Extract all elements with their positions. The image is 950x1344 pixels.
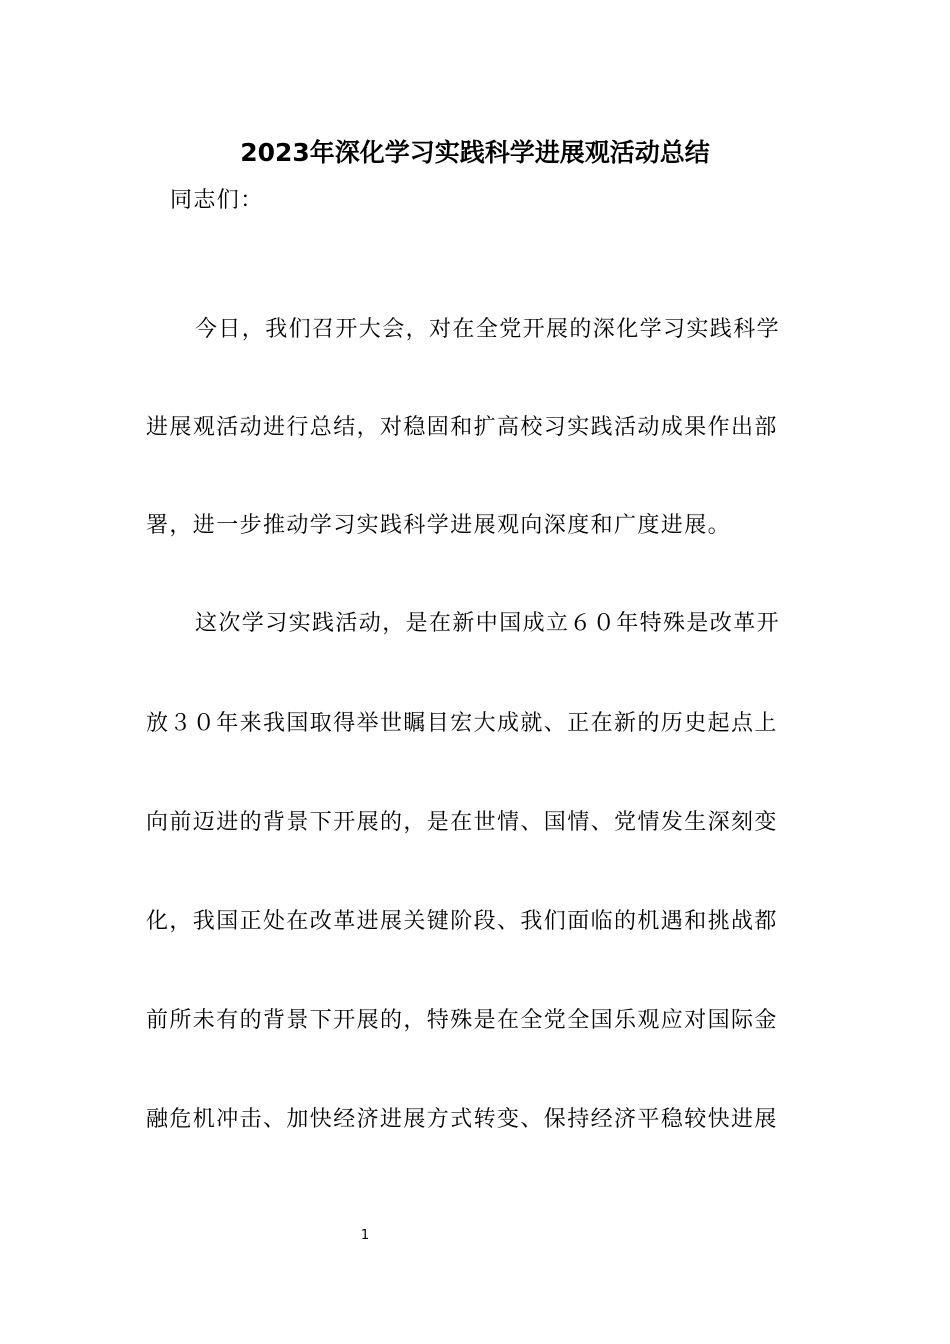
paragraph-line: 化，我国正处在改革进展关键阶段、我们面临的机遇和挑战都 — [146, 909, 778, 934]
paragraph-line: 前所未有的背景下开展的，特殊是在全党全国乐观应对国际金 — [146, 1008, 778, 1033]
paragraph-line: 融危机冲击、加快经济进展方式转变、保持经济平稳较快进展 — [146, 1107, 778, 1132]
salutation: 同志们： — [170, 188, 264, 213]
page-number: 1 — [360, 1228, 370, 1243]
paragraph-line: 署，进一步推动学习实践科学进展观向深度和广度进展。 — [146, 513, 732, 538]
paragraph-line: 今日，我们召开大会，对在全党开展的深化学习实践科学 — [195, 317, 781, 342]
paragraph-line: 放３０年来我国取得举世瞩目宏大成就、正在新的历史起点上 — [146, 711, 778, 736]
paragraph-line: 向前迈进的背景下开展的，是在世情、国情、党情发生深刻变 — [146, 810, 778, 835]
paragraph-line: 进展观活动进行总结，对稳固和扩高校习实践活动成果作出部 — [146, 415, 778, 440]
paragraph-line: 这次学习实践活动，是在新中国成立６０年特殊是改革开 — [195, 611, 781, 636]
document-title: 2023年深化学习实践科学进展观活动总结 — [240, 138, 710, 167]
